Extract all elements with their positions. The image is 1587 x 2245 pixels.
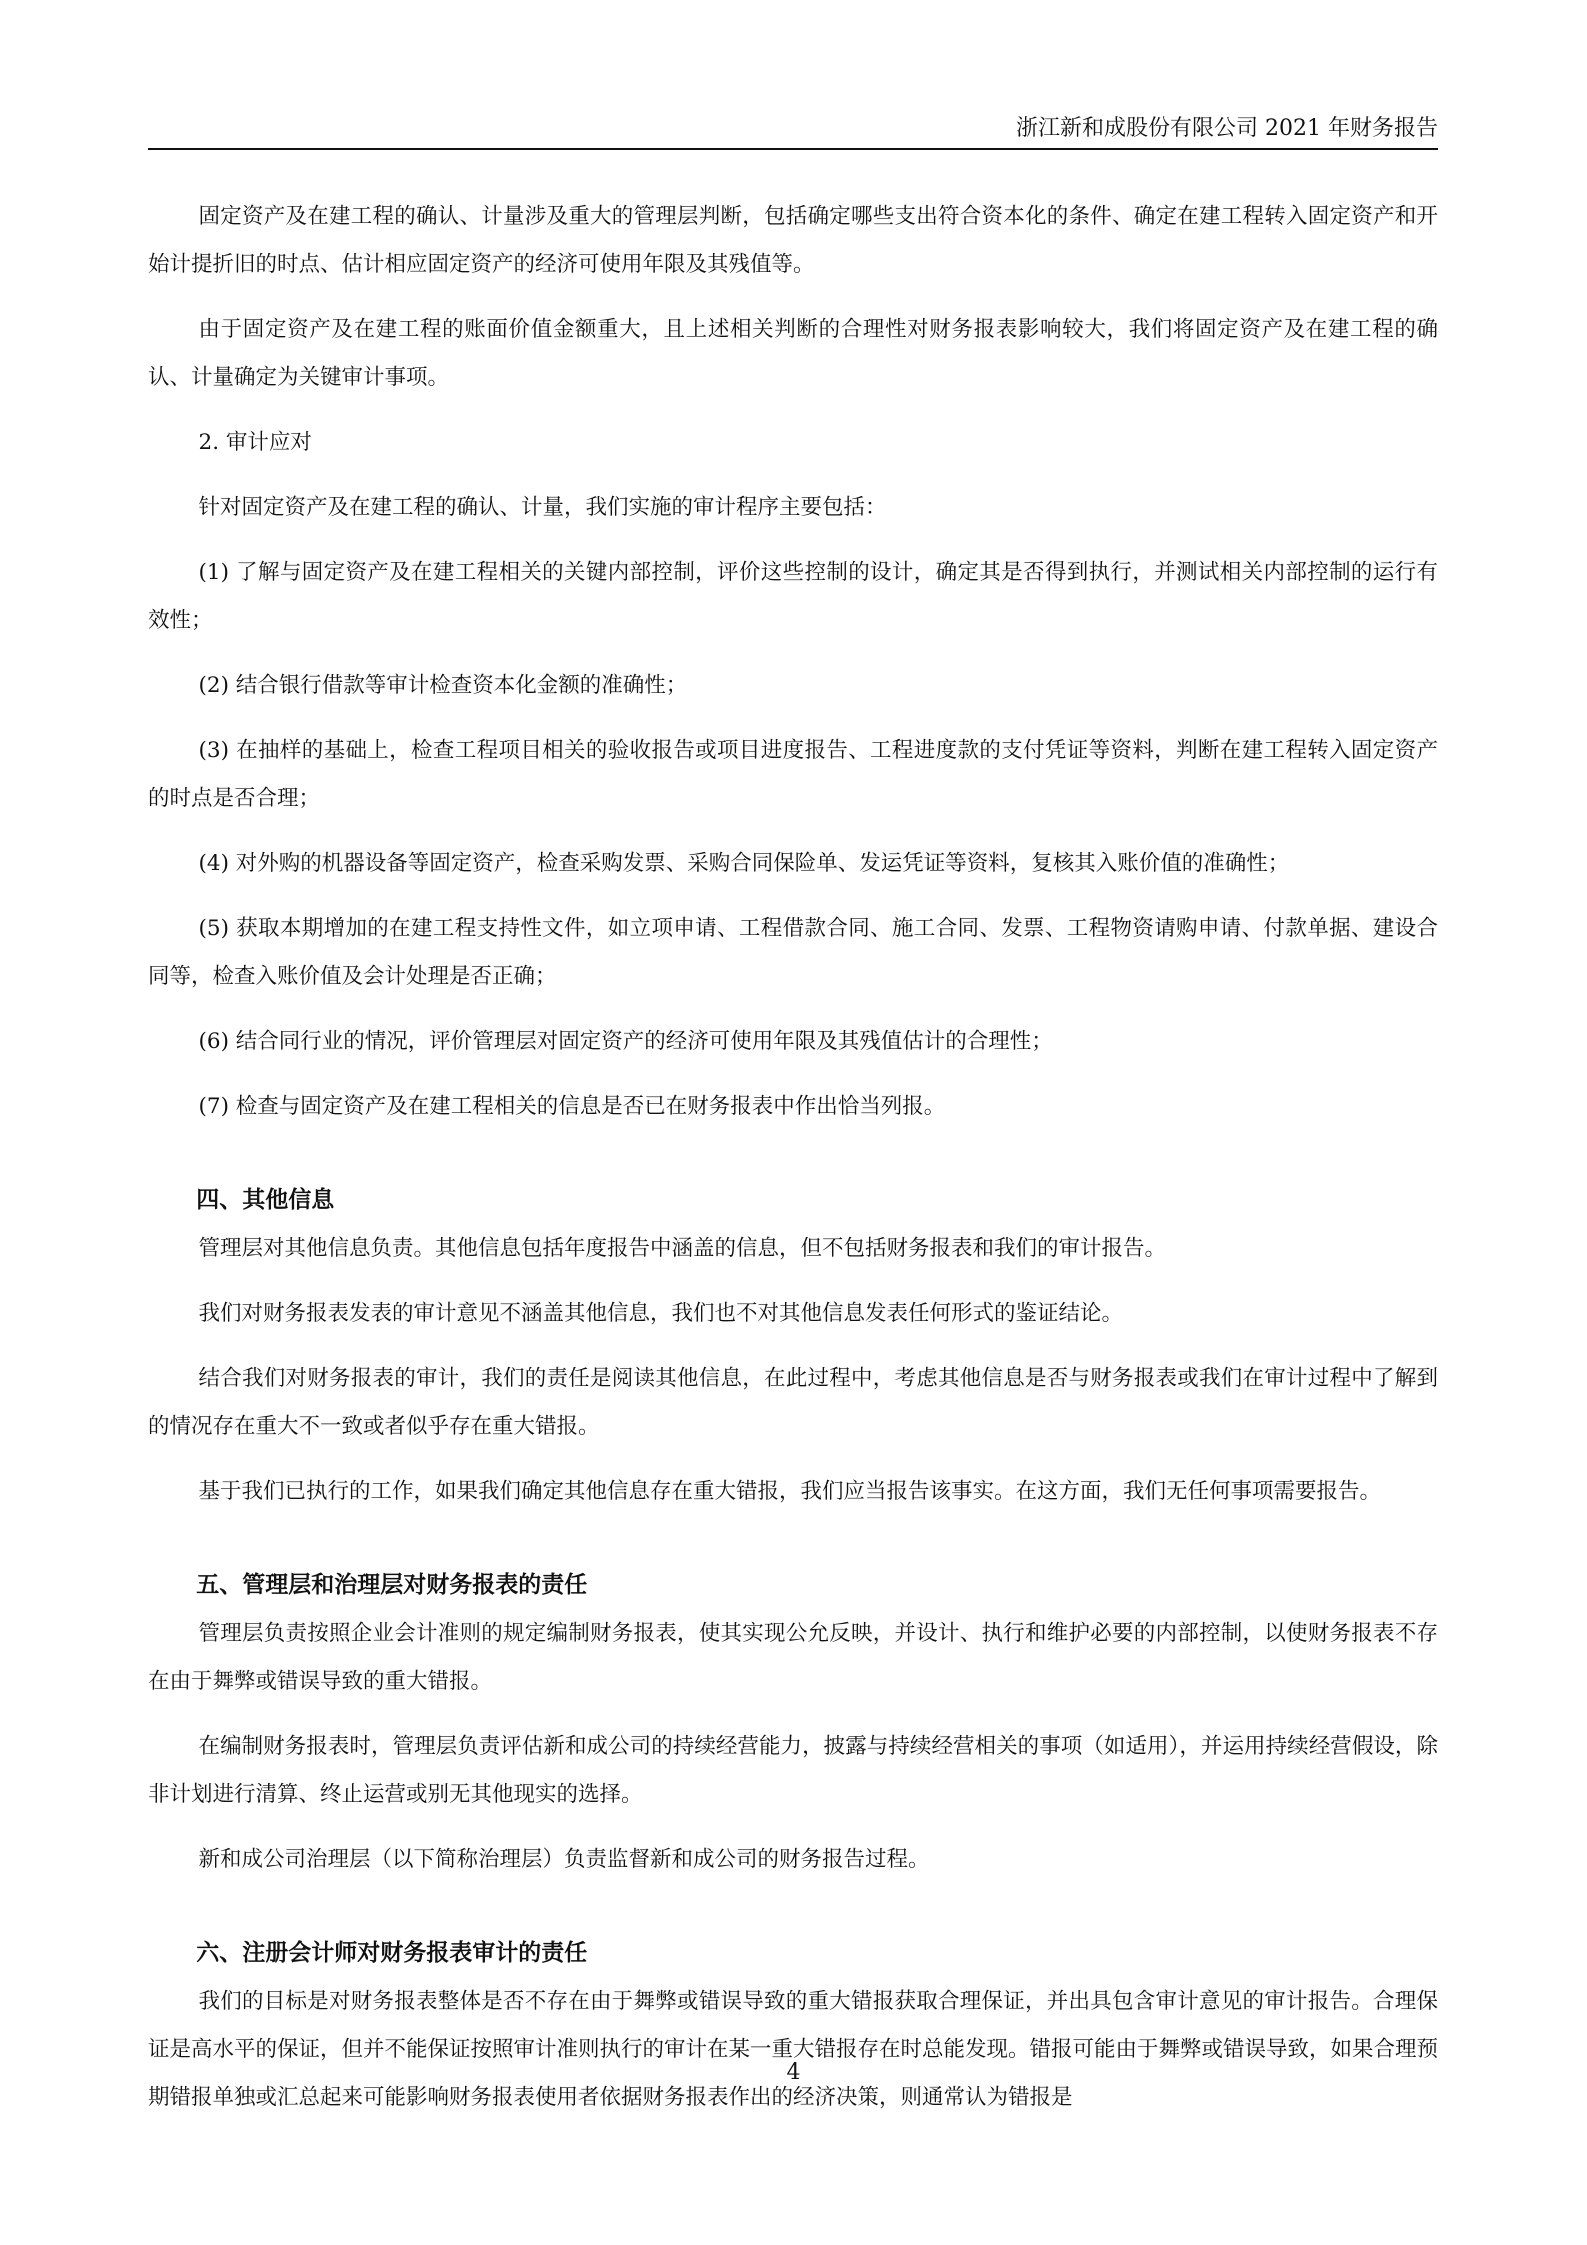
page-header: 浙江新和成股份有限公司 2021 年财务报告 [1016, 116, 1438, 141]
paragraph: 由于固定资产及在建工程的账面价值金额重大，且上述相关判断的合理性对财务报表影响较大，我们将固定资产及在建工程的确认、计量确定为关键审计事项。 [148, 317, 1438, 390]
list-item: (7) 检查与固定资产及在建工程相关的信息是否已在财务报表中作出恰当列报。 [198, 1094, 946, 1119]
list-item: (2) 结合银行借款等审计检查资本化金额的准确性； [198, 673, 688, 698]
page-body [148, 193, 1438, 2139]
paragraph: 管理层对其他信息负责。其他信息包括年度报告中涵盖的信息，但不包括财务报表和我们的审计报告。 [198, 1236, 1167, 1261]
paragraph: 针对固定资产及在建工程的确认、计量，我们实施的审计程序主要包括： [198, 495, 887, 520]
list-item: (5) 获取本期增加的在建工程支持性文件，如立项申请、工程借款合同、施工合同、发票、工程物资请购申请、付款单据、建设合同等，检查入账价值及会计处理是否正确； [148, 916, 1438, 989]
list-item: (3) 在抽样的基础上，检查工程项目相关的验收报告或项目进度报告、工程进度款的支付凭证等资料，判断在建工程转入固定资产的时点是否合理； [148, 738, 1438, 811]
paragraph: 基于我们已执行的工作，如果我们确定其他信息存在重大错报，我们应当报告该事实。在这方面，我们无任何事项需要报告。 [198, 1479, 1382, 1504]
paragraph: 新和成公司治理层（以下简称治理层）负责监督新和成公司的财务报告过程。 [198, 1847, 930, 1872]
paragraph: 我们对财务报表发表的审计意见不涵盖其他信息，我们也不对其他信息发表任何形式的鉴证结论。 [198, 1301, 1124, 1326]
subheading-audit-response: 2. 审计应对 [198, 430, 312, 455]
section-heading-management-responsibility: 五、管理层和治理层对财务报表的责任 [196, 1572, 588, 1598]
list-item: (1) 了解与固定资产及在建工程相关的关键内部控制，评价这些控制的设计，确定其是否得到执行，并测试相关内部控制的运行有效性； [148, 560, 1438, 633]
paragraph: 在编制财务报表时，管理层负责评估新和成公司的持续经营能力，披露与持续经营相关的事项（如适用），并运用持续经营假设，除非计划进行清算、终止运营或别无其他现实的选择。 [148, 1734, 1438, 1807]
list-item: (4) 对外购的机器设备等固定资产，检查采购发票、采购合同保险单、发运凭证等资料，复核其入账价值的准确性； [198, 851, 1290, 876]
section-heading-other-info: 四、其他信息 [196, 1187, 335, 1213]
paragraph: 固定资产及在建工程的确认、计量涉及重大的管理层判断，包括确定哪些支出符合资本化的条件、确定在建工程转入固定资产和开始计提折旧的时点、估计相应固定资产的经济可使用年限及其残值等。 [148, 204, 1438, 277]
section-heading-auditor-responsibility: 六、注册会计师对财务报表审计的责任 [196, 1940, 588, 1966]
paragraph: 我们的目标是对财务报表整体是否不存在由于舞弊或错误导致的重大错报获取合理保证，并出具包含审计意见的审计报告。合理保证是高水平的保证，但并不能保证按照审计准则执行的审计在某一重大错报存在时总能发现。错报可能由于舞弊或错误导致，如果合理预期错报单独或汇总起来可能影响财务报表使用者依据财务报表作出的经济决策，则通常认为错报是 [148, 1989, 1439, 2110]
paragraph: 管理层负责按照企业会计准则的规定编制财务报表，使其实现公允反映，并设计、执行和维护必要的内部控制，以使财务报表不存在由于舞弊或错误导致的重大错报。 [148, 1621, 1438, 1694]
header-divider [148, 148, 1438, 150]
paragraph: 结合我们对财务报表的审计，我们的责任是阅读其他信息，在此过程中，考虑其他信息是否与财务报表或我们在审计过程中了解到的情况存在重大不一致或者似乎存在重大错报。 [148, 1366, 1438, 1439]
list-item: (6) 结合同行业的情况，评价管理层对固定资产的经济可使用年限及其残值估计的合理性； [198, 1029, 1053, 1054]
page-number: 4 [786, 2060, 801, 2085]
